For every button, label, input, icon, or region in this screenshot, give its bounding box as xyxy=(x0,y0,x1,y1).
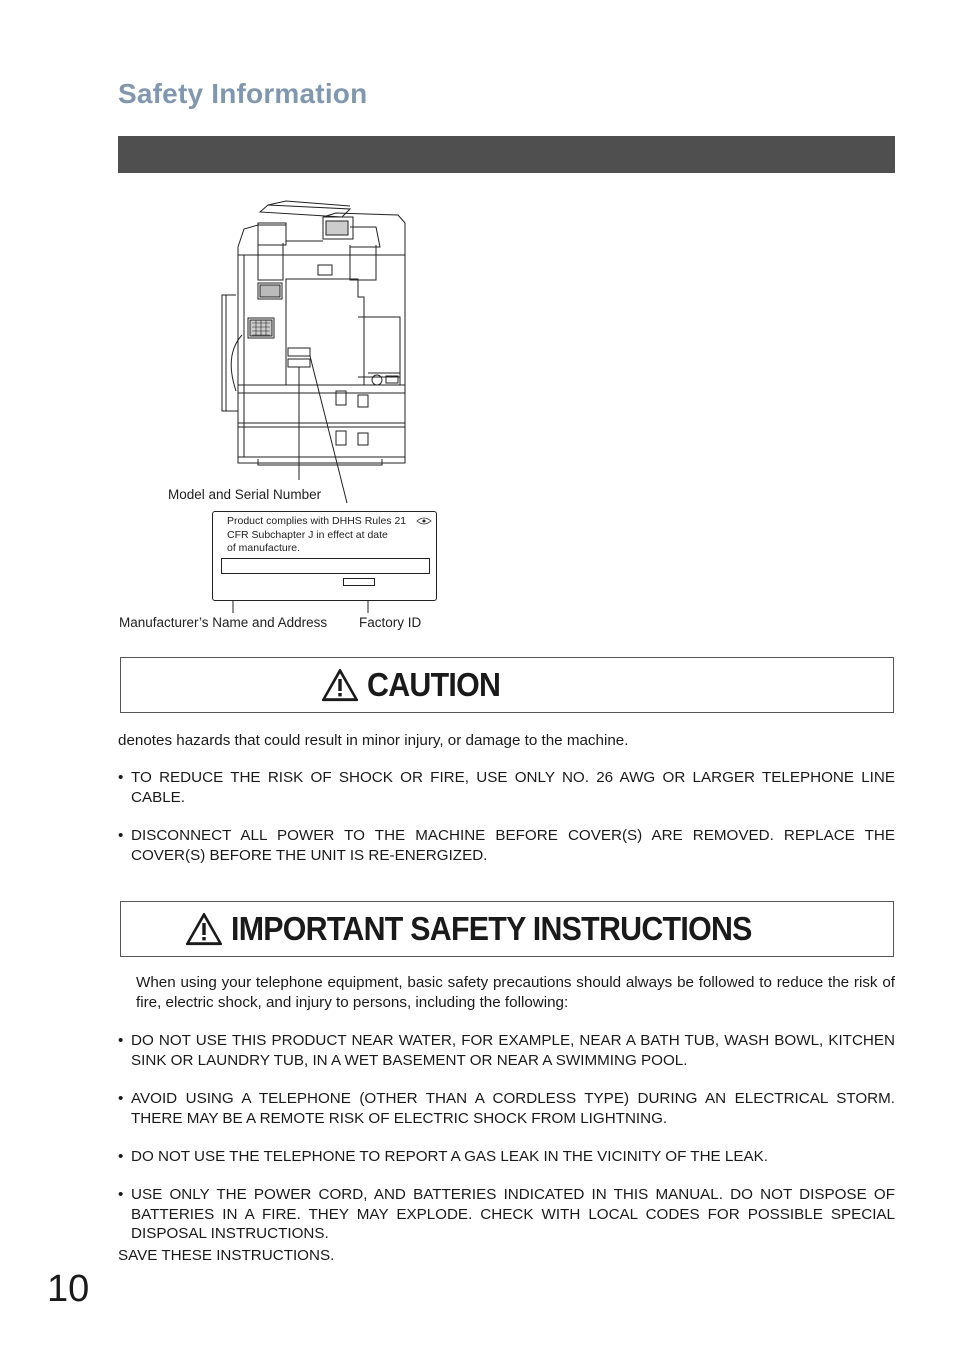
caution-heading: CAUTION xyxy=(367,666,501,703)
bullet-text: DO NOT USE THE TELEPHONE TO REPORT A GAS LEAK IN THE VICINITY OF THE LEAK. xyxy=(131,1148,768,1165)
bullet-text: DO NOT USE THIS PRODUCT NEAR WATER, FOR EXAMPLE, NEAR A BATH TUB, WASH BOWL, KITCHEN SINK OR LAUNDRY TUB, IN A WET BASEMENT OR NEAR A SWIMMING POOL. xyxy=(131,1032,895,1069)
important-box xyxy=(120,901,894,957)
important-bullet xyxy=(118,1089,895,1128)
caption-factory-id: Factory ID xyxy=(359,615,422,630)
label-line-1: Product complies with DHHS Rules 21 xyxy=(227,515,407,527)
caution-box xyxy=(120,657,894,713)
caption-model-serial: Model and Serial Number xyxy=(168,487,322,502)
compliance-label-text xyxy=(227,515,417,556)
bullet-text: TO REDUCE THE RISK OF SHOCK OR FIRE, USE ONLY NO. 26 AWG OR LARGER TELEPHONE LINE CABLE. xyxy=(131,769,895,806)
bullet-dot: • xyxy=(118,1032,124,1049)
bullet-text: USE ONLY THE POWER CORD, AND BATTERIES INDICATED IN THIS MANUAL. DO NOT DISPOSE OF BATTERIES IN A FIRE. THEY MAY EXPLODE. CHECK WITH LOCAL CODES FOR POSSIBLE SPECIAL DISPOSAL INSTRUCTIONS. xyxy=(131,1186,895,1242)
bullet-text: AVOID USING A TELEPHONE (OTHER THAN A CORDLESS TYPE) DURING AN ELECTRICAL STORM. THERE MAY BE A REMOTE RISK OF ELECTRIC SHOCK FROM LIGHTNING. xyxy=(131,1090,895,1127)
warning-triangle-icon xyxy=(321,668,359,702)
caption-manufacturer: Manufacturer’s Name and Address xyxy=(119,615,328,630)
label-line-2: CFR Subchapter J in effect at date xyxy=(227,528,388,541)
bullet-text: DISCONNECT ALL POWER TO THE MACHINE BEFORE COVER(S) ARE REMOVED. REPLACE THE COVER(S) BEFORE THE UNIT IS RE-ENERGIZED. xyxy=(131,827,895,864)
closing-note: SAVE THESE INSTRUCTIONS. xyxy=(118,1247,335,1264)
header-bar xyxy=(118,136,895,173)
bullet-dot: • xyxy=(118,769,124,786)
caution-intro: denotes hazards that could result in minor injury, or damage to the machine. xyxy=(118,732,629,749)
manufacturer-field xyxy=(221,558,430,574)
important-bullet xyxy=(118,1031,895,1070)
caution-bullet xyxy=(118,826,895,865)
bullet-dot: • xyxy=(118,1090,124,1107)
label-line-3: of manufacture. xyxy=(227,542,300,554)
page-section-title: Safety Information xyxy=(118,78,368,109)
caution-bullet xyxy=(118,768,895,807)
important-heading: IMPORTANT SAFETY INSTRUCTIONS xyxy=(231,910,752,947)
warning-triangle-icon xyxy=(185,912,223,946)
important-bullet xyxy=(118,1147,895,1167)
important-intro: When using your telephone equipment, basic safety precautions should always be followed to reduce the risk of fire, electric shock, and injury to persons, including the following: xyxy=(136,974,895,1011)
laser-eye-icon xyxy=(416,516,432,526)
bullet-dot: • xyxy=(118,827,124,844)
page-number: 10 xyxy=(47,1268,90,1310)
bullet-dot: • xyxy=(118,1186,124,1203)
important-bullet xyxy=(118,1185,895,1244)
bullet-dot: • xyxy=(118,1148,124,1165)
factory-id-field xyxy=(343,578,375,586)
